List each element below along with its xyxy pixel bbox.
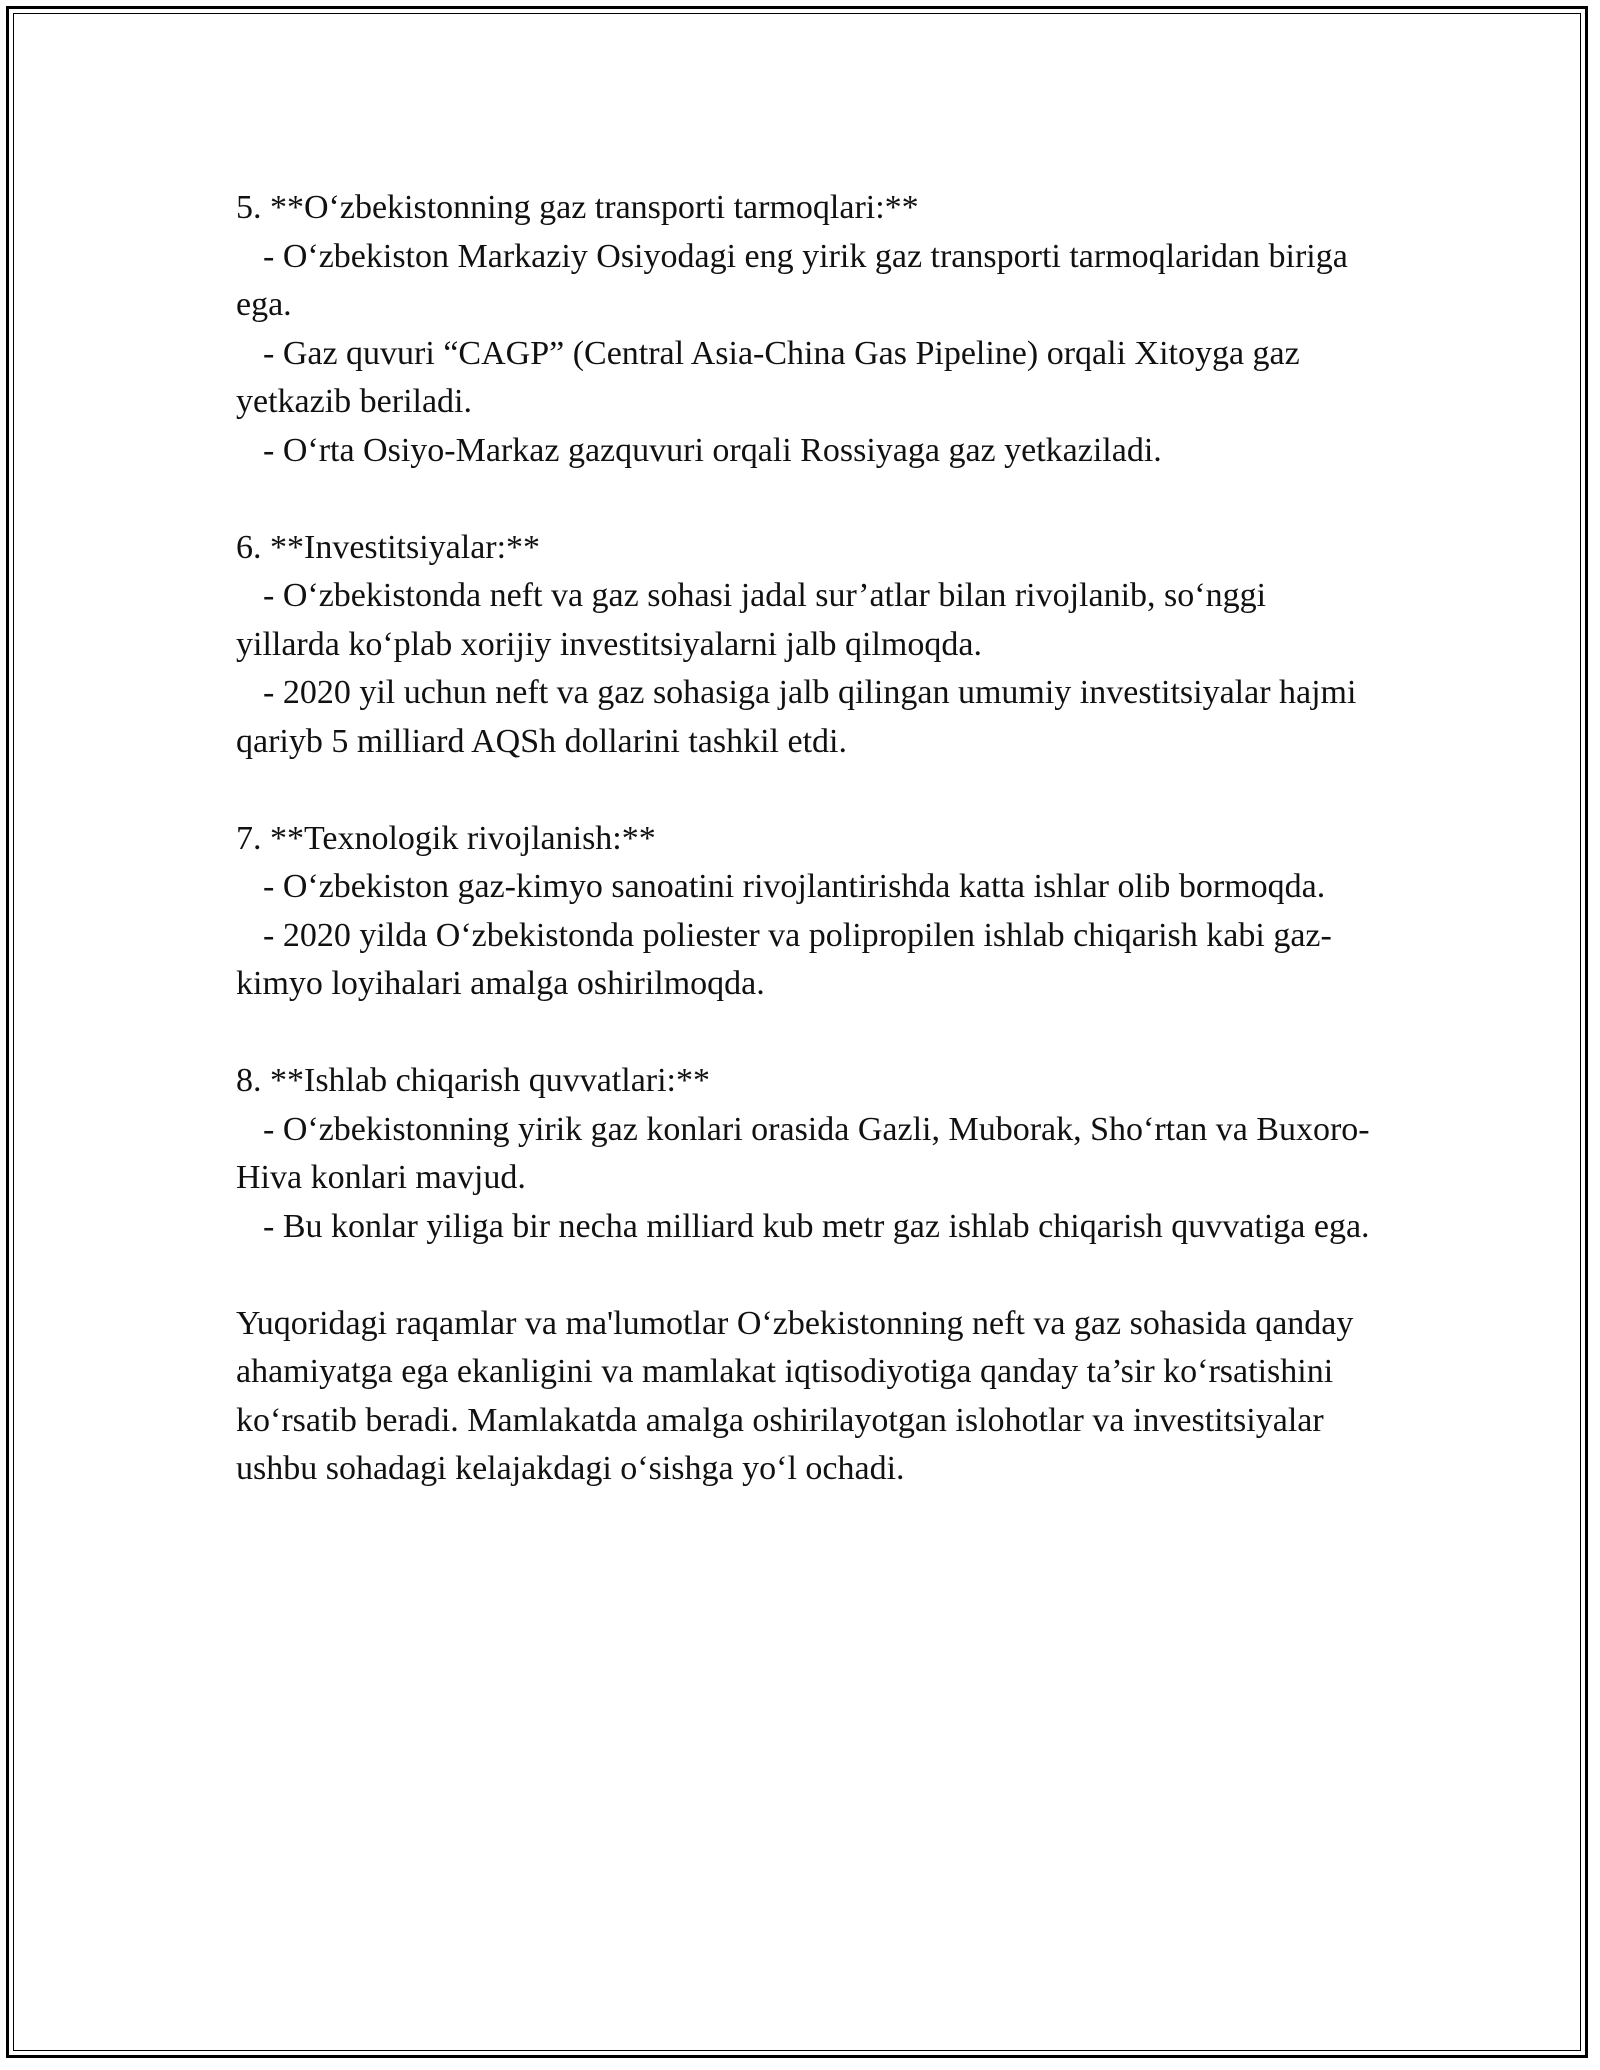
bullet-text: - O‘zbekiston gaz-kimyo sanoatini rivojlantirishda katta ishlar olib bormoqda. [263,868,1326,905]
bullet-item [236,233,1376,330]
section-heading: 5. **O‘zbekistonning gaz transporti tarmoqlari:** [236,189,919,226]
bullet-text: - 2020 yil uchun neft va gaz sohasiga jalb qilingan umumiy investitsiyalar hajmi qariyb 5 milliard AQSh dollarini tashkil etdi. [236,674,1365,760]
section-gas-transport [236,184,1376,475]
bullet-text: - Bu konlar yiliga bir necha milliard kub metr gaz ishlab chiqarish quvvatiga ega. [263,1207,1370,1245]
bullet-item [236,1106,1376,1203]
bullet-text: - O‘rta Osiyo-Markaz gazquvuri orqali Rossiyaga gaz yetkaziladi. [263,431,1162,469]
bullet-item [236,330,1376,427]
bullet-item [236,1203,1376,1252]
bullet-text: - O‘zbekiston Markaziy Osiyodagi eng yirik gaz transporti tarmoqlaridan biriga ega. [236,237,1357,323]
bullet-item [236,863,1376,912]
section-heading: 6. **Investitsiyalar:** [236,528,541,566]
bullet-text: - 2020 yilda O‘zbekistonda poliester va polipropilen ishlab chiqarish kabi gaz-kimyo loyihalari amalga oshirilmoqda. [236,916,1332,1002]
section-technology [236,815,1376,1009]
bullet-item [236,912,1376,1009]
section-heading: 8. **Ishlab chiqarish quvvatlari:** [236,1062,711,1099]
section-production-capacity [236,1057,1376,1251]
section-heading: 7. **Texnologik rivojlanish:** [236,819,656,857]
bullet-text: - O‘zbekistonda neft va gaz sohasi jadal sur’atlar bilan rivojlanib, so‘nggi yillarda ko‘plab xorijiy investitsiyalarni jalb qilmoqda. [236,577,1275,663]
bullet-item [236,427,1376,476]
bullet-text: - Gaz quvuri “CAGP” (Central Asia-China Gas Pipeline) orqali Xitoyga gaz yetkazib beriladi. [236,334,1309,420]
section-investments [236,524,1376,767]
bullet-text: - O‘zbekistonning yirik gaz konlari orasida Gazli, Muborak, Sho‘rtan va Buxoro-Hiva konlari mavjud. [236,1110,1370,1196]
document-body [236,184,1376,1494]
bullet-item [236,669,1376,766]
conclusion-paragraph: Yuqoridagi raqamlar va ma'lumotlar O‘zbekistonning neft va gaz sohasida qanday ahamiyatga ega ekanligini va mamlakat iqtisodiyotiga qanday ta’sir ko‘rsatishini ko‘rsatib beradi. Mamlakatda amalga oshirilayotgan islohotlar va investitsiyalar ushbu sohadagi kelajakdagi o‘sishga yo‘l ochadi. [236,1304,1354,1487]
bullet-item [236,572,1376,669]
